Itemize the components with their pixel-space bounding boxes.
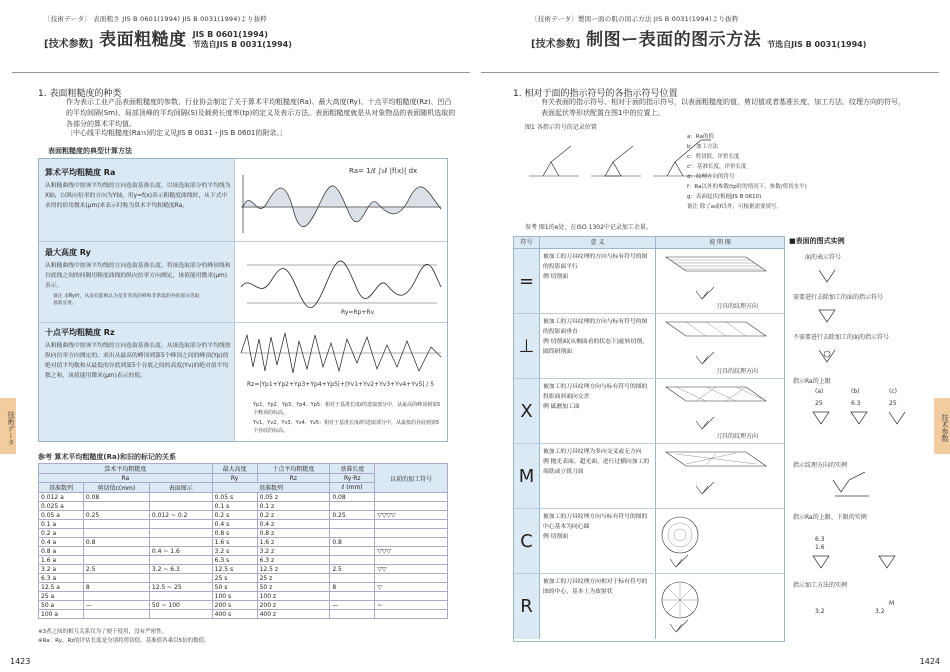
row-symbol: X (514, 379, 540, 443)
row-symbol: R (514, 574, 540, 639)
row-example: 例 切削面 (543, 274, 569, 280)
th-cut: 剪切值c(mm) (83, 483, 149, 493)
fn2: ※Ra：Ry、Rz的评估长度是分别将剪切值、基准值各乘以5倍的数值。 (38, 638, 210, 644)
th-e: 以前的加工符号 (375, 464, 448, 493)
th-ry: Ry (212, 474, 257, 483)
legend-item: a：Ra的值 (687, 134, 714, 140)
fig1-title: 图1 各指示符号的记录位置 (525, 124, 597, 131)
th-illustration: 说 明 图 (709, 239, 731, 246)
row-symbol: ⊥ (514, 314, 540, 378)
table-row: 0.025 a 0.1 s 0.1 z (39, 502, 448, 511)
row-cap: 刀具的纹理方向 (716, 368, 759, 375)
right-header-small: 〔技術データ〕製図ー面の肌の図示方法 JIS B 0031(1994)より抜粋 (531, 15, 739, 23)
ex-32: 3.2 (815, 608, 825, 615)
legend-item: c：剪切值，评价长度 (687, 154, 740, 160)
left-header (44, 14, 292, 50)
left-rule (12, 72, 470, 73)
ry-formula: Ry=Rp+Rv (341, 309, 375, 316)
th-std2: 基准数列 (212, 483, 330, 493)
th-symbol: 符号 (514, 237, 540, 248)
th-b: 最大高度 (212, 464, 257, 474)
examples-title: ■表面的图式实例 (789, 237, 845, 245)
ex-item: 指示加工方法的实例 (793, 582, 848, 589)
rz-desc: 从粗糙曲线中按该平均线的方向选取基准长度，从该选取部分的平均线按纵向倍率方向测定的，求出从最高的峰顶到第5个峰顶之间的峰顶(Yp)的绝对值平均数和从最低的谷底到第5个谷底之间的高度(Yv)的绝对值平均数之和，该值能用微米(μm)表示的值。 (45, 343, 231, 379)
right-page-number: 1424 (919, 657, 940, 666)
right-header (531, 14, 866, 50)
row-cap: 刀具的纹理方向 (716, 433, 759, 440)
right-page (475, 0, 950, 672)
ex-symbol-basic (815, 264, 855, 284)
left-header-title: 表面粗糙度 (99, 30, 187, 50)
ex-item: 不需要进行去除加工的面的指示符号 (793, 334, 890, 341)
ex-item: 需要进行去除加工的面的指示符号 (793, 294, 884, 301)
th-ryrz: Ry·Rz (330, 474, 375, 483)
th-rz: Rz (257, 474, 330, 483)
left-header-std1: JIS B 0601(1994) (192, 30, 268, 39)
th-a: 算术平均粗糙度 (39, 464, 213, 474)
ry-desc: 从粗糙曲线中按该平均线的方向选取基准长度，将该选取部分的峰顶线和谷底线之间的间隔用粗度曲线的纵向倍率方向测定，该值能用微米(μm)表示。 (45, 263, 231, 289)
left-side-tab: 技術データ (0, 398, 16, 454)
th-lmm: ℓ (mm) (330, 483, 375, 493)
row-meaning: 被加工的刀具纹理方向与标有符号的图的中心基本为同心圆 (543, 514, 648, 530)
ex-c: (c) (889, 388, 897, 395)
row-meaning: 被加工的刀具纹理的方向与标有符号的图的投影面平行 (543, 254, 648, 270)
ex-b: (b) (851, 388, 860, 395)
examples-panel (789, 236, 929, 615)
table-row: 0.8 a 0.4 ~ 1.6 3.2 s 3.2 z ▽▽▽ (39, 547, 448, 556)
table-row: 6.3 a 25 s 25 z (39, 574, 448, 583)
ex-symbol-noremoval (815, 344, 855, 364)
legend-item: b：加工方法 (687, 144, 718, 150)
ex-25c: 25 (889, 400, 897, 407)
legend-item: g：表面起伏(根据JIS B 0610) (687, 194, 762, 200)
ex-upper-lower (809, 552, 919, 572)
ex-symbol-removal (815, 304, 855, 324)
row-cap: 刀具的纹理方向 (716, 303, 759, 310)
legend-item: c'：基准长度，评价长度 (687, 164, 747, 170)
left-page-number: 1423 (10, 657, 31, 666)
row-meaning: 被加工的刀具纹理的方向与标有符号的图的投影面垂直 (543, 319, 648, 335)
ra-title: 算术平均粗糙度 Ra (45, 168, 116, 177)
table-row: 12.5 a 8 12.5 ~ 25 50 s 50 z 8 ▽ (39, 583, 448, 592)
ex-63: 6.3 (851, 400, 861, 407)
ex-63b: 6.3 (815, 536, 825, 543)
symbol-table (513, 236, 785, 642)
left-header-std2: 节选自JIS B 0031(1994) (192, 40, 292, 49)
table-row: 0.012 a 0.08 0.05 s 0.05 z 0.08 (39, 493, 448, 502)
table-row: 3.2 a 2.5 3.2 ~ 6.3 12.5 s 12.5 z 2.5 ▽▽ (39, 565, 448, 574)
table-row: 0.2 a 0.8 s 0.8 z (39, 529, 448, 538)
illus-multi (656, 444, 784, 508)
table-row: 0.4 a 0.8 1.6 s 1.6 z 0.8 (39, 538, 448, 547)
ex-a: (a) (815, 388, 824, 395)
ex-item: 指示Ra的上限 (793, 378, 831, 385)
illus-circular (656, 509, 784, 573)
ex-item: 指示Ra的上限、下限的实例 (793, 514, 867, 521)
ra-table (38, 463, 448, 619)
fig1-legend (687, 132, 897, 212)
ry-title: 最大高度 Ry (45, 248, 91, 257)
table-row: 0.05 a 0.25 0.012 ~ 0.2 0.2 s 0.2 z 0.25 ▽▽▽▽ (39, 511, 448, 520)
ref-title: 参考 算术平均粗糙度(Ra)和旧的标记的关系 (38, 453, 176, 461)
right-rule (481, 72, 939, 73)
ex-32b: 3.2 (875, 608, 885, 615)
legend-item: f：Ra以外的参数(tp时的情况下，参数/剪切水平) (687, 184, 807, 190)
th-sym: 表面图示 (149, 483, 212, 493)
left-header-tag: [技术参数] (44, 39, 94, 50)
typ-title: 表面粗糙度的典型计算方法 (48, 147, 132, 155)
ra-formula: Ra= 1/ℓ ∫₀ℓ |f(x)| dx (349, 167, 418, 175)
ex-ra-symbols (809, 408, 919, 432)
legend-item: d：纹理方向的符号 (687, 174, 735, 180)
left-intro2: 〔中心线平均粗糙度(Ra₇₅)的定义见JIS B 0031・JIS B 0601的附录。〕 (66, 129, 287, 137)
row-example: 例 切削面(从侧面看的状态下)旋转切削，圆筒研削面 (543, 339, 648, 355)
row-example: 例 切削面 (543, 534, 569, 540)
th-ra: Ra (39, 474, 213, 483)
rz-formula: Rz=|Yp1+Yp2+Yp3+Yp4+Yp5|+|Yv1+Yv2+Yv3+Yv4+Yv5| / 5 (247, 381, 434, 388)
row-meaning: 被加工的刀具纹理为多向交叉或无方向 (543, 449, 642, 455)
table-row: 25 a 100 s 100 z (39, 592, 448, 601)
legend-item: 备注 除了a或f以外，可根据需要填写。 (687, 204, 783, 210)
left-header-small: 〔技術データ〕 表面粗さ JIS B 0601(1994) JIS B 0031(1994)より抜粋 (44, 15, 268, 23)
th-c: 十点平均粗糙度 (257, 464, 330, 474)
table-row: 50 a — 50 ~ 100 200 s 200 z — ~ (39, 601, 448, 610)
row-meaning: 被加工的刀具纹理方向相对于标有符号的图的中心，基本上为放射状 (543, 579, 648, 595)
row-symbol: C (514, 509, 540, 573)
rz-note1: Yp1、Yp2、Yp3、Yp4、Yp5：相对于基准长度ℓ的选取部分中，从最高的峰顶到第5个峰顶的标高。 (253, 402, 441, 416)
ex-16: 1.6 (815, 544, 825, 551)
rz-title: 十点平均粗糙度 Rz (45, 328, 115, 337)
table-row: 0.1 a 0.4 s 0.4 z (39, 520, 448, 529)
rz-curve (237, 327, 445, 377)
table-row: 100 a 400 s 400 z (39, 610, 448, 619)
th-d: 基准长度 (330, 464, 375, 474)
illus-radial (656, 574, 784, 638)
row-example: 例 砥磨加工面 (543, 404, 580, 410)
row-symbol: = (514, 249, 540, 313)
row-meaning: 被加工的刀具纹理方向与标有符号的图的投影面斜面向交差 (543, 384, 648, 400)
ra-table-body (39, 493, 448, 619)
right-header-tag: [技术参数] (531, 39, 581, 50)
ex-m: M (889, 600, 895, 607)
ex-texture-symbol (829, 472, 889, 502)
ra-curve (237, 173, 445, 235)
right-h1: 1. 相对于面的指示符号的各指示符号位置 (513, 89, 678, 99)
th-std: 基准数列 (39, 483, 84, 493)
ex-25: 25 (815, 400, 823, 407)
fn1: ※3者之间的相互关系仅为了便于使用，没有严密性。 (38, 629, 168, 635)
row-example: 例 抛光表面，超光面，进行过横向加工的端铣或立铣刀面 (543, 459, 650, 475)
ra-desc: 从粗糙曲线中按该平均线的方向选取基准长度，以该选取部分的平均线为X轴，以纵向倍率的方向为Y轴，用y=f(x)表示粗糙度曲线时，从下式中求得的值用微米(μm)来表示时称为算术平均粗糙度Ra。 (45, 183, 231, 209)
rz-note2: Yv1、Yv2、Yv3、Yv4、Yv5：相对于基准长度ℓ的选取部分中，从最低的谷底到第5个谷底的标高。 (253, 420, 440, 434)
row-symbol: M (514, 444, 540, 508)
ref-note: 参考 图1的e处，在ISO 1302中记录加工余量。 (525, 224, 652, 231)
ex-item: 面的表示符号 (805, 254, 842, 261)
ry-note: 备注 求Ry时，从没有能被认为是非常高的峰和非常低的谷的部分选取基准长度。 (53, 294, 200, 306)
table-row: 1.6 a 6.3 s 6.3 z (39, 556, 448, 565)
right-intro: 有关表面的指示符号、相对于面的指示符号，以表面粗糙度的值，剪切值或者基准长度，加工方法、纹理方向的符号，表面起伏等形状配置在图1中的位置上。 (541, 98, 905, 117)
ry-curve (237, 247, 445, 317)
calc-box (38, 158, 448, 442)
right-header-title: 制图ー表面的图示方法 (586, 30, 762, 50)
th-meaning: 意 义 (540, 237, 656, 248)
left-intro: 作为表示工业产品表面粗糙度的参数，行业协会制定了关于算术平均粗糙度(Ra)、最大高度(Ry)、十点平均粗糙度(Rz)、凹凸的平均间隔(Sm)、局部顶峰的平均间隔(S)及载荷长度率(tp)的定义及表示方法。表面粗糙度就是从对象物品的表面随机选取的各部分的算术平均值。 (66, 98, 456, 128)
ex-item: 指示纹理方向的实例 (793, 462, 848, 469)
left-h1: 1. 表面粗糙度的种类 (38, 89, 122, 99)
right-side-tab: 技术参数 (934, 398, 950, 454)
right-header-std: 节选自JIS B 0031(1994) (767, 40, 867, 49)
